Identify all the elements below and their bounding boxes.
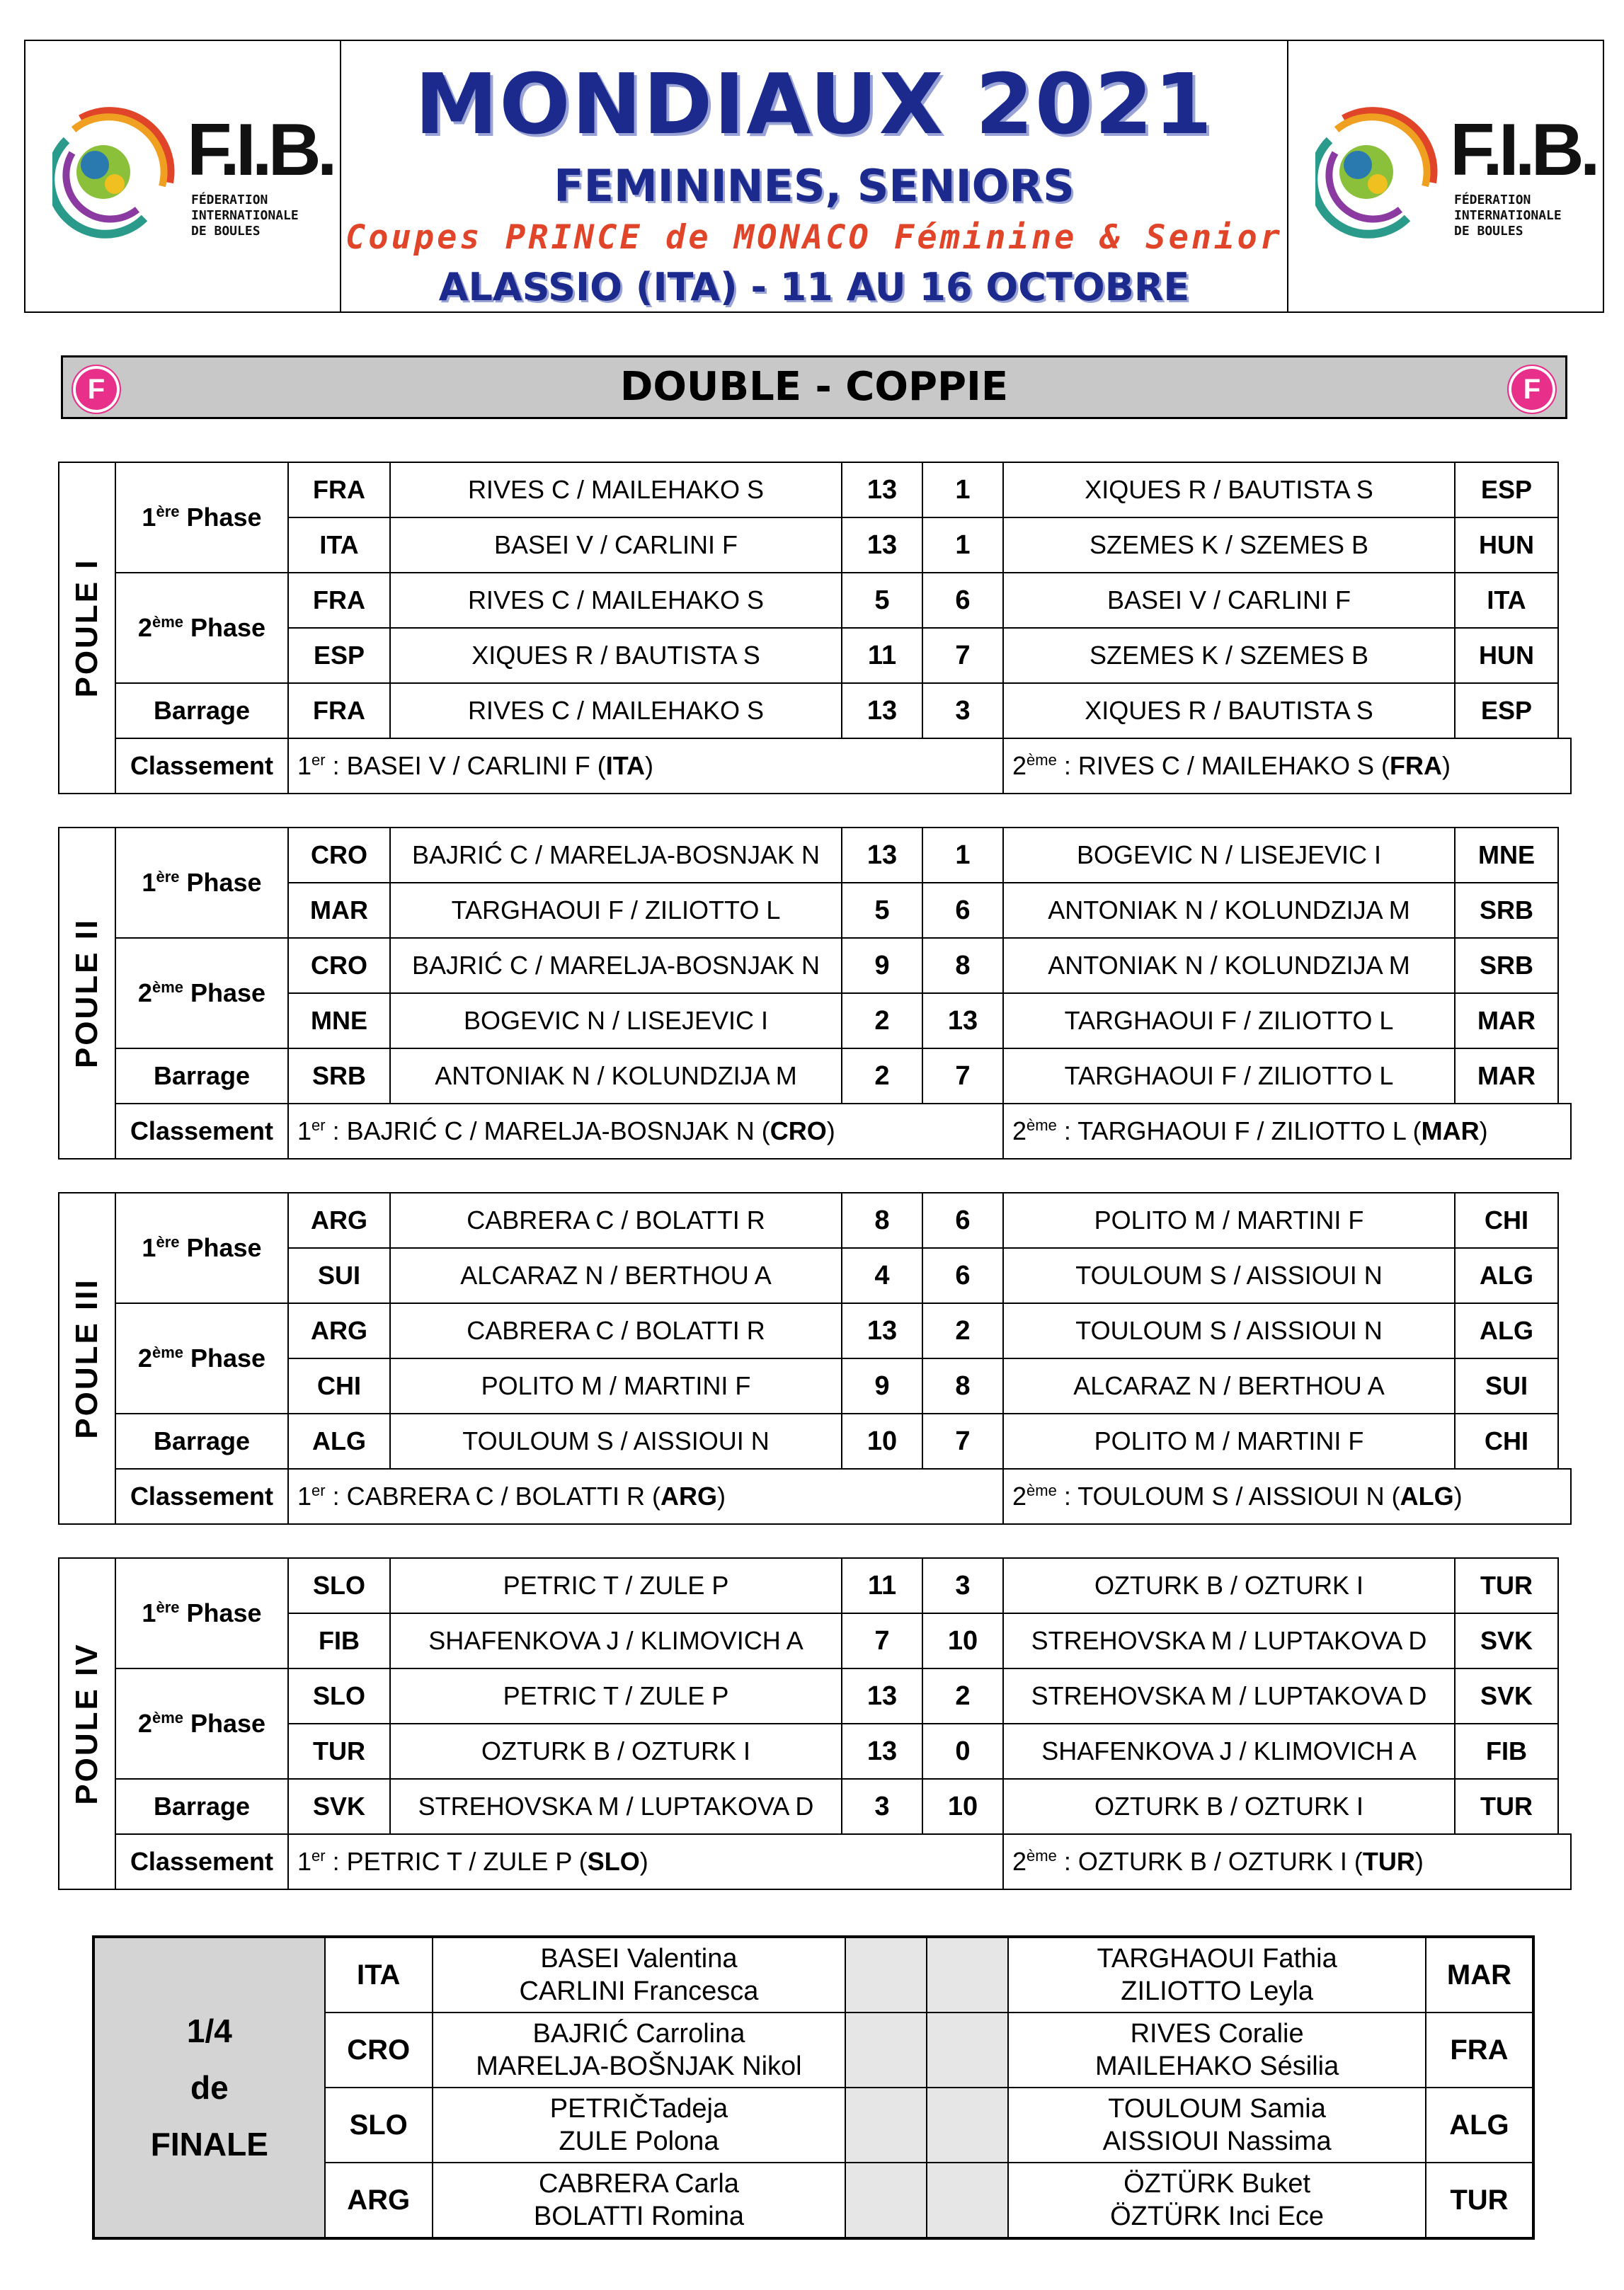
document-header: [24, 40, 1604, 313]
score-1: 8: [842, 1193, 922, 1248]
team-2: TARGHAOUI F / ZILIOTTO L: [1003, 993, 1455, 1048]
qf-team-1: BAJRIĆ Carrolina MARELJA-BOŠNJAK Nikol: [433, 2013, 845, 2088]
qf-score-1: [845, 1937, 927, 2013]
nation-2: SRB: [1455, 938, 1558, 993]
nation-1: ESP: [288, 628, 390, 683]
first-nation: ITA: [605, 751, 646, 780]
team-2: ANTONIAK N / KOLUNDZIJA M: [1003, 938, 1455, 993]
score-2: 3: [922, 1558, 1003, 1613]
classement-row: [59, 1104, 1571, 1159]
team-1: BOGEVIC N / LISEJEVIC I: [390, 993, 842, 1048]
nation-1: SUI: [288, 1248, 390, 1303]
phase-2-label: 2ème Phase: [115, 1303, 288, 1414]
match-row: [59, 938, 1571, 993]
team-2: TOULOUM S / AISSIOUI N: [1003, 1303, 1455, 1358]
score-1: 13: [842, 1303, 922, 1358]
poule-label-cell: [59, 462, 115, 794]
nation-2: SVK: [1455, 1668, 1558, 1724]
qf-score-1: [845, 2013, 927, 2088]
barrage-label: Barrage: [115, 683, 288, 738]
score-2: 3: [922, 683, 1003, 738]
second-team: OZTURK B / OZTURK I: [1077, 1847, 1347, 1876]
qf-row: [93, 1937, 1533, 2013]
phase-1-label: 1ère Phase: [115, 462, 288, 573]
classement-label: Classement: [115, 738, 288, 794]
nation-1: CRO: [288, 828, 390, 883]
score-1: 13: [842, 517, 922, 573]
qf-team-1: BASEI Valentina CARLINI Francesca: [433, 1937, 845, 2013]
team-2: TARGHAOUI F / ZILIOTTO L: [1003, 1048, 1455, 1104]
score-1: 9: [842, 938, 922, 993]
nation-2: SUI: [1455, 1358, 1558, 1414]
second-nation: TUR: [1362, 1847, 1415, 1876]
second-team: RIVES C / MAILEHAKO S: [1077, 751, 1374, 780]
barrage-label: Barrage: [115, 1414, 288, 1469]
score-1: 2: [842, 993, 922, 1048]
team-1: STREHOVSKA M / LUPTAKOVA D: [390, 1779, 842, 1834]
poule-name: POULE IV: [69, 1642, 104, 1805]
first-team: BASEI V / CARLINI F: [346, 751, 590, 780]
logo-subtitle: FÉDERATION INTERNATIONALE DE BOULES: [191, 193, 299, 239]
qf-team-2: RIVES Coralie MAILEHAKO Sésilia: [1008, 2013, 1426, 2088]
nation-2: CHI: [1455, 1414, 1558, 1469]
nation-1: CRO: [288, 938, 390, 993]
score-2: 0: [922, 1724, 1003, 1779]
fib-logo-left: [52, 98, 333, 239]
team-1: CABRERA C / BOLATTI R: [390, 1193, 842, 1248]
team-1: POLITO M / MARTINI F: [390, 1358, 842, 1414]
team-1: BAJRIĆ C / MARELJA-BOSNJAK N: [390, 938, 842, 993]
logo-cell-right: [1287, 41, 1603, 311]
score-2: 6: [922, 1193, 1003, 1248]
nation-2: MAR: [1455, 1048, 1558, 1104]
nation-2: HUN: [1455, 517, 1558, 573]
nation-1: FRA: [288, 683, 390, 738]
team-2: BOGEVIC N / LISEJEVIC I: [1003, 828, 1455, 883]
score-1: 13: [842, 683, 922, 738]
score-2: 8: [922, 1358, 1003, 1414]
logo-title: F.I.B.: [187, 109, 333, 191]
second-nation: ALG: [1400, 1482, 1454, 1511]
nation-2: CHI: [1455, 1193, 1558, 1248]
match-row: [59, 1779, 1571, 1834]
team-2: TOULOUM S / AISSIOUI N: [1003, 1248, 1455, 1303]
nation-2: ALG: [1455, 1248, 1558, 1303]
team-2: STREHOVSKA M / LUPTAKOVA D: [1003, 1613, 1455, 1668]
first-nation: SLO: [587, 1847, 640, 1876]
match-row: [59, 683, 1571, 738]
nation-1: CHI: [288, 1358, 390, 1414]
score-2: 6: [922, 573, 1003, 628]
second-place: 2ème : TARGHAOUI F / ZILIOTTO L (MAR): [1003, 1104, 1571, 1159]
second-place: 2ème : RIVES C / MAILEHAKO S (FRA): [1003, 738, 1571, 794]
score-2: 10: [922, 1779, 1003, 1834]
first-team: CABRERA C / BOLATTI R: [346, 1482, 646, 1511]
qf-score-2: [927, 2163, 1008, 2238]
team-1: RIVES C / MAILEHAKO S: [390, 573, 842, 628]
nation-2: ESP: [1455, 462, 1558, 517]
team-1: RIVES C / MAILEHAKO S: [390, 462, 842, 517]
logo-subtitle: FÉDERATION INTERNATIONALE DE BOULES: [1454, 193, 1562, 239]
team-1: CABRERA C / BOLATTI R: [390, 1303, 842, 1358]
qf-team-2: ÖZTÜRK Buket ÖZTÜRK Inci Ece: [1008, 2163, 1426, 2238]
team-2: ANTONIAK N / KOLUNDZIJA M: [1003, 883, 1455, 938]
female-badge-icon: F: [1507, 365, 1557, 414]
team-1: TARGHAOUI F / ZILIOTTO L: [390, 883, 842, 938]
qf-score-1: [845, 2088, 927, 2163]
poule-table-1: [58, 462, 1572, 794]
score-1: 11: [842, 1558, 922, 1613]
team-2: OZTURK B / OZTURK I: [1003, 1558, 1455, 1613]
qf-team-1: CABRERA Carla BOLATTI Romina: [433, 2163, 845, 2238]
phase-1-label: 1ère Phase: [115, 828, 288, 938]
team-1: XIQUES R / BAUTISTA S: [390, 628, 842, 683]
qf-team-2: TOULOUM Samia AISSIOUI Nassima: [1008, 2088, 1426, 2163]
team-1: RIVES C / MAILEHAKO S: [390, 683, 842, 738]
match-row: [59, 828, 1571, 883]
team-1: PETRIC T / ZULE P: [390, 1558, 842, 1613]
nation-1: ARG: [288, 1193, 390, 1248]
nation-2: FIB: [1455, 1724, 1558, 1779]
phase-1-label: 1ère Phase: [115, 1558, 288, 1668]
score-1: 3: [842, 1779, 922, 1834]
score-2: 1: [922, 517, 1003, 573]
fib-logo-right: [1315, 98, 1596, 239]
qf-nation-2: TUR: [1426, 2163, 1533, 2238]
nation-1: ITA: [288, 517, 390, 573]
barrage-label: Barrage: [115, 1048, 288, 1104]
nation-1: ARG: [288, 1303, 390, 1358]
team-2: SZEMES K / SZEMES B: [1003, 628, 1455, 683]
nation-1: FRA: [288, 573, 390, 628]
qf-nation-1: ARG: [325, 2163, 433, 2238]
poule-table-2: [58, 827, 1572, 1160]
phase-2-label: 2ème Phase: [115, 1668, 288, 1779]
phase-2-label: 2ème Phase: [115, 938, 288, 1048]
team-2: BASEI V / CARLINI F: [1003, 573, 1455, 628]
nation-2: ITA: [1455, 573, 1558, 628]
poule-name: POULE I: [69, 558, 104, 698]
barrage-label: Barrage: [115, 1779, 288, 1834]
team-2: ALCARAZ N / BERTHOU A: [1003, 1358, 1455, 1414]
second-place: 2ème : OZTURK B / OZTURK I (TUR): [1003, 1834, 1571, 1889]
score-2: 7: [922, 1414, 1003, 1469]
poule-label-cell: [59, 828, 115, 1159]
phase-2-label: 2ème Phase: [115, 573, 288, 683]
first-nation: ARG: [661, 1482, 718, 1511]
score-1: 4: [842, 1248, 922, 1303]
score-2: 10: [922, 1613, 1003, 1668]
team-1: OZTURK B / OZTURK I: [390, 1724, 842, 1779]
nation-1: FIB: [288, 1613, 390, 1668]
nation-2: SRB: [1455, 883, 1558, 938]
score-1: 7: [842, 1613, 922, 1668]
team-2: SZEMES K / SZEMES B: [1003, 517, 1455, 573]
quarter-final-table: [92, 1935, 1535, 2240]
venue-dates: ALASSIO (ITA) - 11 AU 16 OCTOBRE: [438, 265, 1190, 309]
nation-1: MAR: [288, 883, 390, 938]
first-team: PETRIC T / ZULE P: [346, 1847, 572, 1876]
score-1: 13: [842, 828, 922, 883]
match-row: [59, 1414, 1571, 1469]
qf-nation-2: MAR: [1426, 1937, 1533, 2013]
team-2: STREHOVSKA M / LUPTAKOVA D: [1003, 1668, 1455, 1724]
poule-name: POULE III: [69, 1278, 104, 1439]
first-place: 1er : BAJRIĆ C / MARELJA-BOSNJAK N (CRO): [288, 1104, 1003, 1159]
first-team: BAJRIĆ C / MARELJA-BOSNJAK N: [346, 1116, 755, 1145]
classement-row: [59, 1469, 1571, 1524]
second-nation: FRA: [1389, 751, 1442, 780]
classement-row: [59, 738, 1571, 794]
score-2: 2: [922, 1303, 1003, 1358]
nation-2: TUR: [1455, 1779, 1558, 1834]
nation-1: SRB: [288, 1048, 390, 1104]
qf-team-2: TARGHAOUI Fathia ZILIOTTO Leyla: [1008, 1937, 1426, 2013]
nation-1: SLO: [288, 1668, 390, 1724]
nation-2: TUR: [1455, 1558, 1558, 1613]
poule-table-3: [58, 1192, 1572, 1525]
title-cell: [341, 41, 1287, 311]
score-1: 11: [842, 628, 922, 683]
score-2: 7: [922, 1048, 1003, 1104]
qf-nation-2: ALG: [1426, 2088, 1533, 2163]
nation-2: HUN: [1455, 628, 1558, 683]
nation-2: MAR: [1455, 993, 1558, 1048]
second-team: TOULOUM S / AISSIOUI N: [1077, 1482, 1385, 1511]
nation-2: ALG: [1455, 1303, 1558, 1358]
team-2: OZTURK B / OZTURK I: [1003, 1779, 1455, 1834]
classement-label: Classement: [115, 1469, 288, 1524]
nation-2: MNE: [1455, 828, 1558, 883]
nation-1: FRA: [288, 462, 390, 517]
score-1: 13: [842, 462, 922, 517]
fib-emblem-icon: [1315, 98, 1443, 239]
score-2: 2: [922, 1668, 1003, 1724]
score-2: 6: [922, 1248, 1003, 1303]
score-1: 10: [842, 1414, 922, 1469]
event-subtitle: FEMININES, SENIORS: [554, 160, 1075, 212]
team-1: BASEI V / CARLINI F: [390, 517, 842, 573]
first-place: 1er : BASEI V / CARLINI F (ITA): [288, 738, 1003, 794]
team-2: POLITO M / MARTINI F: [1003, 1193, 1455, 1248]
score-1: 5: [842, 883, 922, 938]
discipline-title: DOUBLE - COPPIE: [619, 364, 1009, 410]
qf-score-1: [845, 2163, 927, 2238]
team-1: SHAFENKOVA J / KLIMOVICH A: [390, 1613, 842, 1668]
team-1: ANTONIAK N / KOLUNDZIJA M: [390, 1048, 842, 1104]
match-row: [59, 462, 1571, 517]
nation-2: SVK: [1455, 1613, 1558, 1668]
fib-emblem-icon: [52, 98, 180, 239]
classement-label: Classement: [115, 1834, 288, 1889]
match-row: [59, 573, 1571, 628]
first-place: 1er : PETRIC T / ZULE P (SLO): [288, 1834, 1003, 1889]
score-2: 13: [922, 993, 1003, 1048]
match-row: [59, 1303, 1571, 1358]
qf-nation-2: FRA: [1426, 2013, 1533, 2088]
team-2: POLITO M / MARTINI F: [1003, 1414, 1455, 1469]
logo-cell-left: [25, 41, 341, 311]
team-1: ALCARAZ N / BERTHOU A: [390, 1248, 842, 1303]
poule-table-4: [58, 1557, 1572, 1890]
qf-score-2: [927, 1937, 1008, 2013]
classement-row: [59, 1834, 1571, 1889]
team-1: PETRIC T / ZULE P: [390, 1668, 842, 1724]
logo-title: F.I.B.: [1450, 109, 1596, 191]
team-1: BAJRIĆ C / MARELJA-BOSNJAK N: [390, 828, 842, 883]
match-row: [59, 1193, 1571, 1248]
nation-1: SLO: [288, 1558, 390, 1613]
team-2: XIQUES R / BAUTISTA S: [1003, 683, 1455, 738]
qf-nation-1: ITA: [325, 1937, 433, 2013]
team-1: TOULOUM S / AISSIOUI N: [390, 1414, 842, 1469]
cups-title: Coupes PRINCE de MONACO Féminine & Senior: [345, 218, 1283, 257]
poule-label-cell: [59, 1193, 115, 1524]
qf-nation-1: CRO: [325, 2013, 433, 2088]
nation-2: ESP: [1455, 683, 1558, 738]
nation-1: MNE: [288, 993, 390, 1048]
phase-1-label: 1ère Phase: [115, 1193, 288, 1303]
classement-label: Classement: [115, 1104, 288, 1159]
first-place: 1er : CABRERA C / BOLATTI R (ARG): [288, 1469, 1003, 1524]
qf-nation-1: SLO: [325, 2088, 433, 2163]
poule-name: POULE II: [69, 917, 104, 1069]
qf-score-2: [927, 2088, 1008, 2163]
match-row: [59, 1668, 1571, 1724]
score-2: 7: [922, 628, 1003, 683]
score-2: 1: [922, 462, 1003, 517]
nation-1: ALG: [288, 1414, 390, 1469]
first-nation: CRO: [770, 1116, 827, 1145]
nation-1: SVK: [288, 1779, 390, 1834]
score-1: 13: [842, 1724, 922, 1779]
score-1: 2: [842, 1048, 922, 1104]
score-1: 13: [842, 1668, 922, 1724]
second-place: 2ème : TOULOUM S / AISSIOUI N (ALG): [1003, 1469, 1571, 1524]
match-row: [59, 1558, 1571, 1613]
score-1: 5: [842, 573, 922, 628]
event-title: MONDIAUX 2021: [414, 55, 1214, 153]
qf-score-2: [927, 2013, 1008, 2088]
team-2: SHAFENKOVA J / KLIMOVICH A: [1003, 1724, 1455, 1779]
second-nation: MAR: [1421, 1116, 1480, 1145]
nation-1: TUR: [288, 1724, 390, 1779]
quarter-final-label: 1/4 de FINALE: [93, 1937, 325, 2238]
score-2: 6: [922, 883, 1003, 938]
poule-label-cell: [59, 1558, 115, 1889]
match-row: [59, 1048, 1571, 1104]
discipline-band: [61, 355, 1567, 419]
team-2: XIQUES R / BAUTISTA S: [1003, 462, 1455, 517]
score-2: 1: [922, 828, 1003, 883]
female-badge-icon: F: [72, 365, 121, 414]
score-2: 8: [922, 938, 1003, 993]
qf-team-1: PETRIČTadeja ZULE Polona: [433, 2088, 845, 2163]
second-team: TARGHAOUI F / ZILIOTTO L: [1077, 1116, 1406, 1145]
score-1: 9: [842, 1358, 922, 1414]
